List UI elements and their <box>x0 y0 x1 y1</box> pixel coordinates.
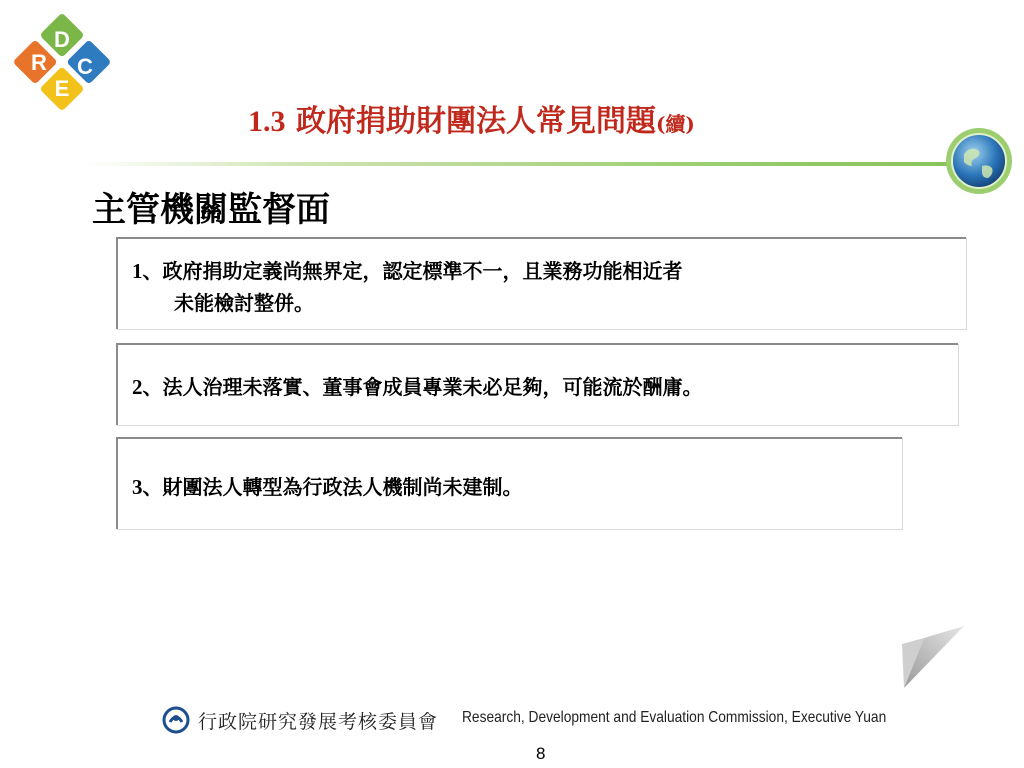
item-text: 、法人治理未落實、董事會成員專業未必足夠，可能流於酬庸。 <box>142 375 703 399</box>
globe-icon <box>944 126 1014 196</box>
page-number: 8 <box>536 744 546 763</box>
section-heading: 主管機關監督面 <box>92 190 330 230</box>
footer-org-chinese: 行政院研究發展考核委員會 <box>198 711 439 733</box>
page-fold-decoration <box>894 624 966 690</box>
footer-org-english: Research, Development and Evaluation Commission, Executive Yuan <box>462 709 887 726</box>
rdec-logo <box>14 14 110 110</box>
item-text: 、財團法人轉型為行政法人機制尚未建制。 <box>142 475 523 499</box>
logo-letter-r: R <box>31 50 47 75</box>
rdec-emblem-icon <box>162 706 190 734</box>
item-text-continuation: 未能檢討整併。 <box>174 291 314 315</box>
issue-item-2 <box>116 343 958 425</box>
logo-letter-c: C <box>77 54 93 79</box>
issue-item-1 <box>116 237 966 329</box>
item-number: 1 <box>132 259 143 283</box>
item-text: 、政府捐助定義尚無界定，認定標準不一，且業務功能相近者 <box>142 259 683 283</box>
title-text: 政府捐助財團法人常見問題 <box>295 104 656 139</box>
title-divider <box>84 162 966 166</box>
logo-letter-e: E <box>54 76 70 101</box>
item-number: 3 <box>132 475 143 499</box>
item-number: 2 <box>132 375 143 399</box>
issue-item-3 <box>116 437 902 529</box>
slide-title <box>248 96 695 140</box>
title-number: 1.3 <box>248 105 286 138</box>
logo-letter-d: D <box>54 27 70 52</box>
title-suffix: (續) <box>655 112 695 136</box>
